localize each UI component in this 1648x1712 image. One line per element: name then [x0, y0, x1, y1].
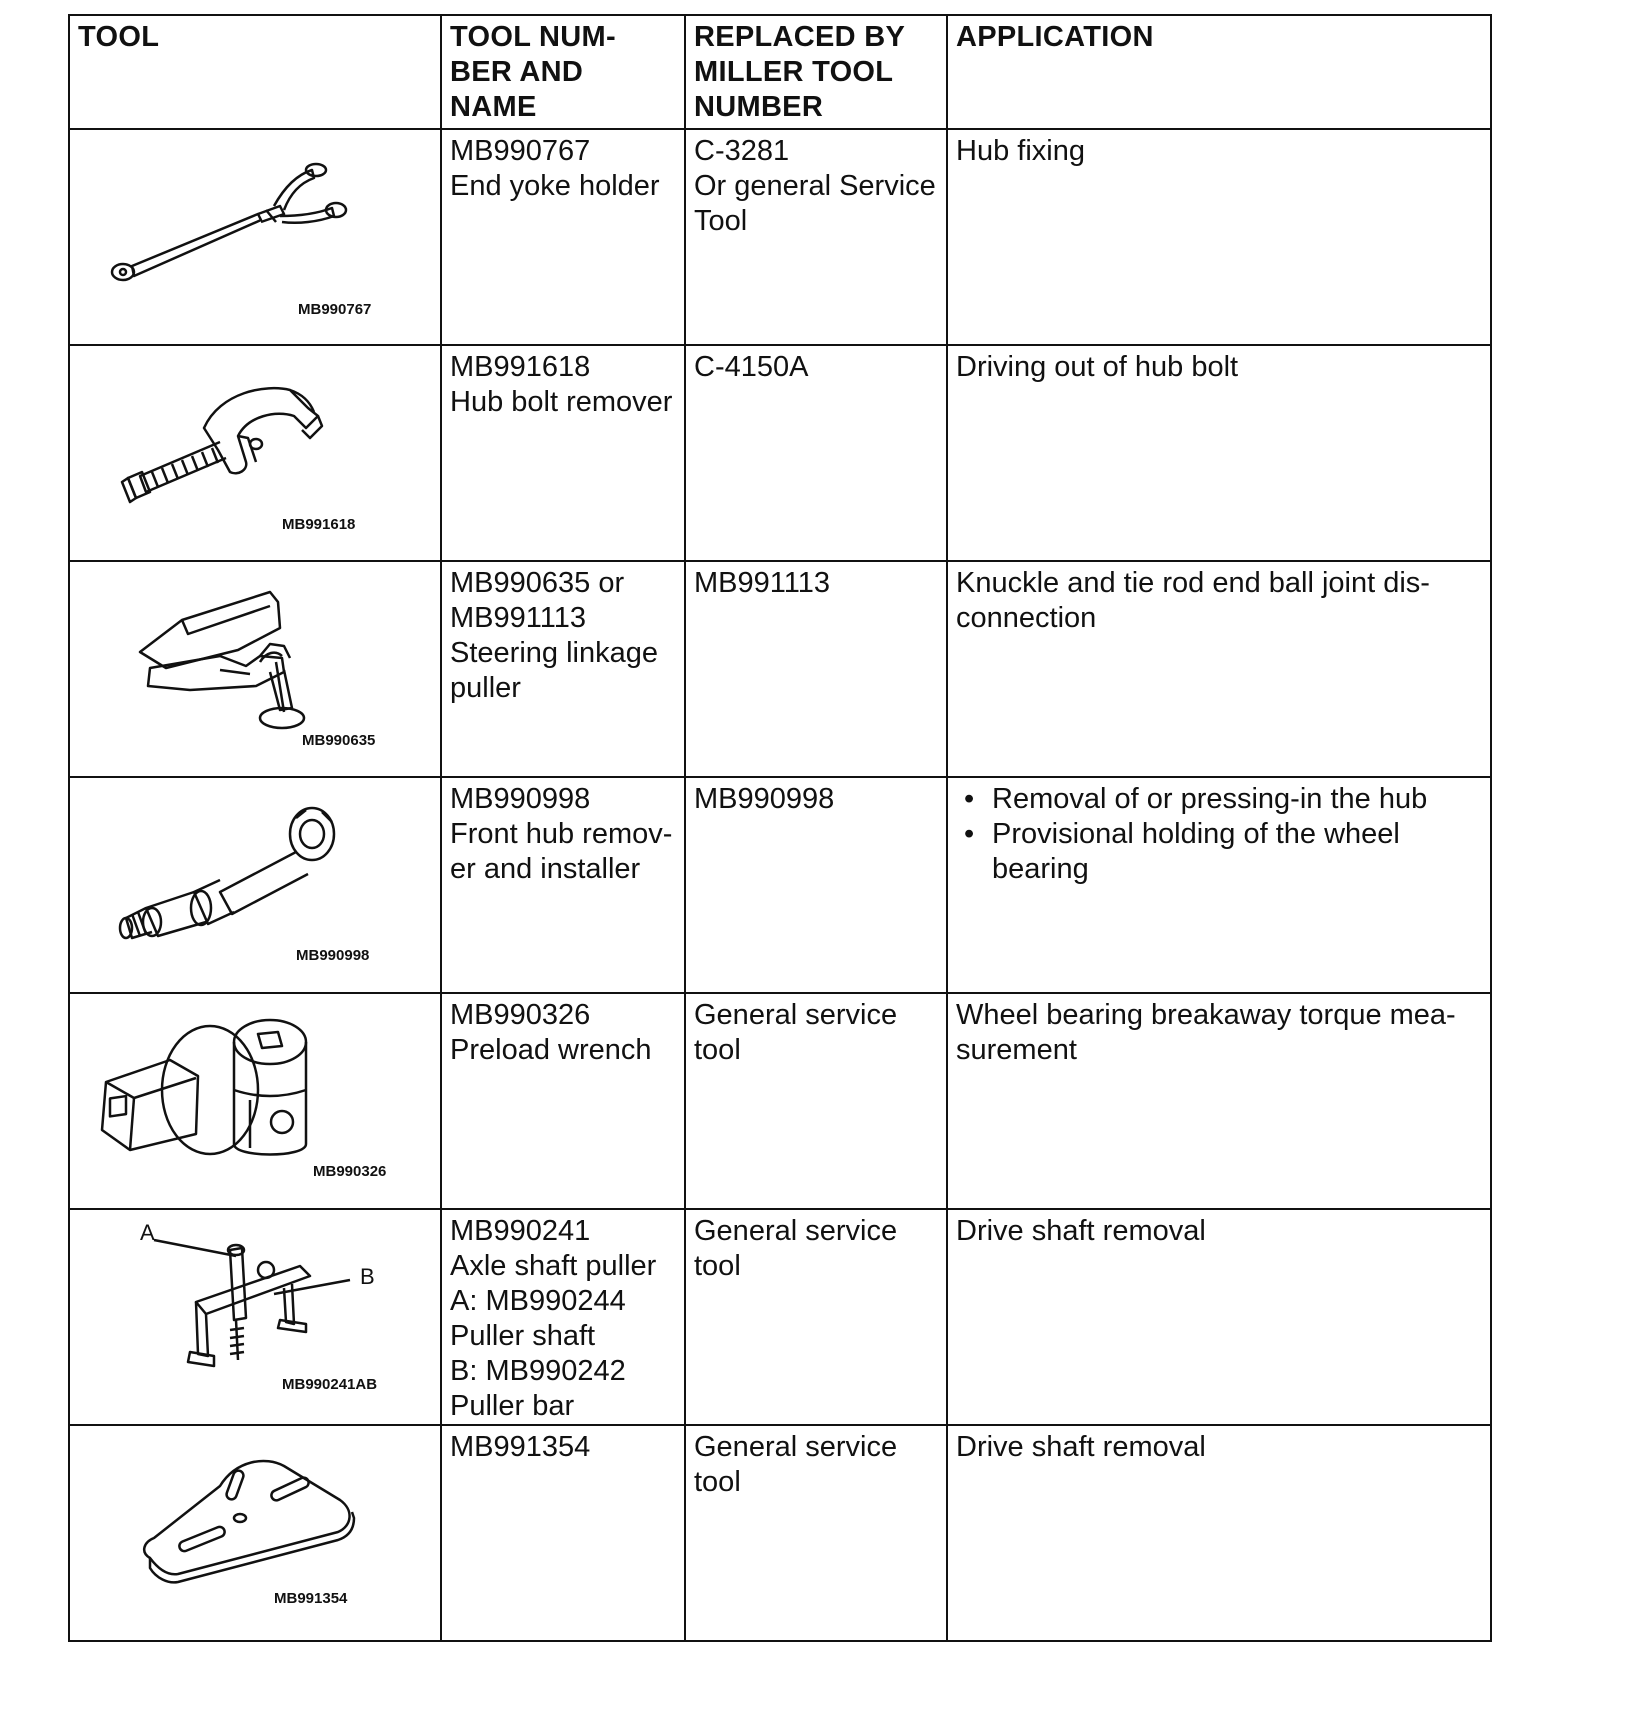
- puller-plate-illustration: [70, 1426, 440, 1640]
- replaced-by-cell: MB991113: [685, 561, 947, 777]
- table-row: [69, 993, 1491, 1209]
- list-item: • Removal of or pressing-in the hub: [956, 782, 1484, 817]
- application-cell: Hub fixing: [947, 129, 1491, 345]
- table-row: [69, 777, 1491, 993]
- tool-code-label: MB990767: [298, 301, 372, 318]
- table-row: [69, 345, 1491, 561]
- callout-label-b: B: [360, 1264, 375, 1289]
- table-row: [69, 1425, 1491, 1641]
- special-tools-table: [68, 14, 1492, 1642]
- end-yoke-holder-illustration: [70, 130, 440, 344]
- replaced-by-cell: General service tool: [685, 1209, 947, 1425]
- header-replaced-by: REPLACED BY MILLER TOOL NUMBER: [685, 15, 947, 129]
- header-tool-number: TOOL NUM- BER AND NAME: [441, 15, 685, 129]
- tool-code-label: MB990635: [302, 732, 376, 749]
- table-row: [69, 1209, 1491, 1425]
- front-hub-remover-illustration: [70, 778, 440, 992]
- table-row: [69, 561, 1491, 777]
- application-cell: Wheel bearing breakaway torque mea- surement: [947, 993, 1491, 1209]
- application-bullet-list: [956, 782, 1484, 887]
- tool-number-cell: MB990241 Axle shaft puller A: MB990244 Puller shaft B: MB990242 Puller bar: [441, 1209, 685, 1425]
- tool-illustration-cell: [69, 1425, 441, 1641]
- application-cell: Drive shaft removal: [947, 1209, 1491, 1425]
- tool-number-cell: MB990767 End yoke holder: [441, 129, 685, 345]
- tool-number-cell: MB991618 Hub bolt remover: [441, 345, 685, 561]
- tool-illustration-cell: [69, 129, 441, 345]
- tool-illustration-cell: [69, 345, 441, 561]
- application-cell: Knuckle and tie rod end ball joint dis- connection: [947, 561, 1491, 777]
- header-tool: TOOL: [69, 15, 441, 129]
- tool-illustration-cell: [69, 777, 441, 993]
- tool-number-cell: MB991354: [441, 1425, 685, 1641]
- replaced-by-cell: C-4150A: [685, 345, 947, 561]
- axle-shaft-puller-illustration: [70, 1210, 440, 1424]
- tool-code-label: MB990241AB: [282, 1376, 378, 1393]
- steering-linkage-puller-illustration: [70, 562, 440, 776]
- header-row: [69, 15, 1491, 129]
- tool-code-label: MB991354: [274, 1590, 348, 1607]
- tool-code-label: MB990998: [296, 947, 370, 964]
- header-application: APPLICATION: [947, 15, 1491, 129]
- replaced-by-cell: General service tool: [685, 1425, 947, 1641]
- hub-bolt-remover-illustration: [70, 346, 440, 560]
- list-item: • Provisional holding of the wheel bearing: [956, 817, 1484, 887]
- tool-illustration-cell: [69, 1209, 441, 1425]
- replaced-by-cell: General service tool: [685, 993, 947, 1209]
- replaced-by-cell: MB990998: [685, 777, 947, 993]
- application-cell: [947, 777, 1491, 993]
- tool-number-cell: MB990635 or MB991113 Steering linkage puller: [441, 561, 685, 777]
- application-cell: Drive shaft removal: [947, 1425, 1491, 1641]
- tool-code-label: MB991618: [282, 516, 356, 533]
- tool-number-cell: MB990326 Preload wrench: [441, 993, 685, 1209]
- tool-illustration-cell: [69, 993, 441, 1209]
- tool-number-cell: MB990998 Front hub remov- er and installer: [441, 777, 685, 993]
- application-cell: Driving out of hub bolt: [947, 345, 1491, 561]
- replaced-by-cell: C-3281 Or general Service Tool: [685, 129, 947, 345]
- table-row: [69, 129, 1491, 345]
- tool-illustration-cell: [69, 561, 441, 777]
- tool-code-label: MB990326: [313, 1163, 387, 1180]
- callout-label-a: A: [140, 1220, 155, 1245]
